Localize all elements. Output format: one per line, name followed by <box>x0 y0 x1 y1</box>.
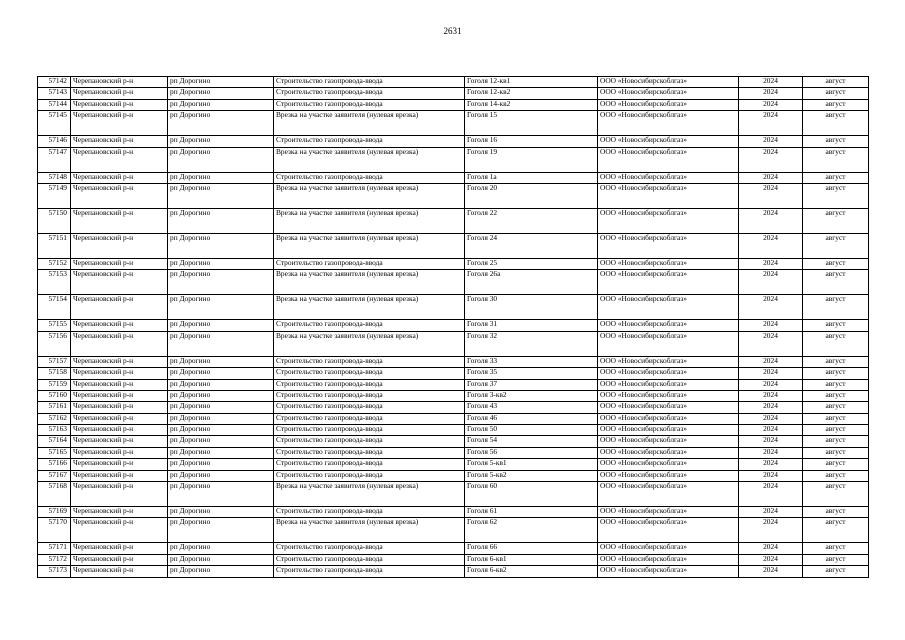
district-cell: Черепановский р-н <box>71 258 168 269</box>
row-id-cell: 57149 <box>38 183 71 208</box>
locality-cell: рп Дорогино <box>168 208 274 233</box>
row-id-cell: 57156 <box>38 331 71 356</box>
table-row <box>38 183 869 208</box>
work-type-cell: Строительство газопровода-ввода <box>274 507 465 518</box>
month-cell: август <box>803 270 869 295</box>
table-row <box>38 425 869 436</box>
district-cell: Черепановский р-н <box>71 507 168 518</box>
locality-cell: рп Дорогино <box>168 425 274 436</box>
year-cell: 2024 <box>739 413 803 424</box>
year-cell: 2024 <box>739 459 803 470</box>
month-cell: август <box>803 258 869 269</box>
row-id-cell: 57148 <box>38 172 71 183</box>
address-cell: Гоголя 66 <box>465 543 598 554</box>
organization-cell: ООО «Новосибирскоблгаз» <box>598 470 739 481</box>
row-id-cell: 57155 <box>38 320 71 331</box>
table-row <box>38 368 869 379</box>
district-cell: Черепановский р-н <box>71 425 168 436</box>
district-cell: Черепановский р-н <box>71 320 168 331</box>
district-cell: Черепановский р-н <box>71 436 168 447</box>
address-cell: Гоголя 61 <box>465 507 598 518</box>
row-id-cell: 57164 <box>38 436 71 447</box>
table-body <box>38 77 869 578</box>
month-cell: август <box>803 99 869 110</box>
month-cell: август <box>803 470 869 481</box>
district-cell: Черепановский р-н <box>71 295 168 320</box>
year-cell: 2024 <box>739 136 803 147</box>
table-row <box>38 402 869 413</box>
address-cell: Гоголя 5-кв1 <box>465 459 598 470</box>
month-cell: август <box>803 459 869 470</box>
row-id-cell: 57168 <box>38 482 71 507</box>
table-row <box>38 147 869 172</box>
organization-cell: ООО «Новосибирскоблгаз» <box>598 390 739 401</box>
district-cell: Черепановский р-н <box>71 413 168 424</box>
month-cell: август <box>803 295 869 320</box>
row-id-cell: 57150 <box>38 208 71 233</box>
table-row <box>38 566 869 577</box>
district-cell: Черепановский р-н <box>71 368 168 379</box>
month-cell: август <box>803 554 869 565</box>
locality-cell: рп Дорогино <box>168 111 274 136</box>
row-id-cell: 57145 <box>38 111 71 136</box>
locality-cell: рп Дорогино <box>168 436 274 447</box>
table-row <box>38 233 869 258</box>
month-cell: август <box>803 425 869 436</box>
year-cell: 2024 <box>739 436 803 447</box>
organization-cell: ООО «Новосибирскоблгаз» <box>598 368 739 379</box>
month-cell: август <box>803 111 869 136</box>
row-id-cell: 57151 <box>38 233 71 258</box>
work-type-cell: Строительство газопровода-ввода <box>274 172 465 183</box>
work-type-cell: Строительство газопровода-ввода <box>274 320 465 331</box>
table-row <box>38 507 869 518</box>
work-type-cell: Строительство газопровода-ввода <box>274 413 465 424</box>
work-type-cell: Строительство газопровода-ввода <box>274 436 465 447</box>
address-cell: Гоголя 24 <box>465 233 598 258</box>
organization-cell: ООО «Новосибирскоблгаз» <box>598 99 739 110</box>
work-type-cell: Врезка на участке заявителя (нулевая врезка) <box>274 183 465 208</box>
work-type-cell: Врезка на участке заявителя (нулевая врезка) <box>274 482 465 507</box>
district-cell: Черепановский р-н <box>71 147 168 172</box>
locality-cell: рп Дорогино <box>168 356 274 367</box>
address-cell: Гоголя 22 <box>465 208 598 233</box>
locality-cell: рп Дорогино <box>168 147 274 172</box>
district-cell: Черепановский р-н <box>71 554 168 565</box>
work-type-cell: Строительство газопровода-ввода <box>274 136 465 147</box>
work-type-cell: Строительство газопровода-ввода <box>274 543 465 554</box>
organization-cell: ООО «Новосибирскоблгаз» <box>598 111 739 136</box>
row-id-cell: 57163 <box>38 425 71 436</box>
locality-cell: рп Дорогино <box>168 413 274 424</box>
locality-cell: рп Дорогино <box>168 543 274 554</box>
address-cell: Гоголя 43 <box>465 402 598 413</box>
month-cell: август <box>803 233 869 258</box>
address-cell: Гоголя 15 <box>465 111 598 136</box>
row-id-cell: 57170 <box>38 518 71 543</box>
row-id-cell: 57154 <box>38 295 71 320</box>
organization-cell: ООО «Новосибирскоблгаз» <box>598 356 739 367</box>
year-cell: 2024 <box>739 543 803 554</box>
year-cell: 2024 <box>739 233 803 258</box>
table-row <box>38 459 869 470</box>
locality-cell: рп Дорогино <box>168 482 274 507</box>
table-row <box>38 518 869 543</box>
district-cell: Черепановский р-н <box>71 136 168 147</box>
year-cell: 2024 <box>739 77 803 88</box>
organization-cell: ООО «Новосибирскоблгаз» <box>598 402 739 413</box>
work-type-cell: Строительство газопровода-ввода <box>274 88 465 99</box>
year-cell: 2024 <box>739 320 803 331</box>
address-cell: Гоголя 31 <box>465 320 598 331</box>
month-cell: август <box>803 447 869 458</box>
work-type-cell: Строительство газопровода-ввода <box>274 425 465 436</box>
month-cell: август <box>803 379 869 390</box>
work-type-cell: Врезка на участке заявителя (нулевая врезка) <box>274 295 465 320</box>
year-cell: 2024 <box>739 172 803 183</box>
locality-cell: рп Дорогино <box>168 368 274 379</box>
row-id-cell: 57173 <box>38 566 71 577</box>
address-cell: Гоголя 12-кв1 <box>465 77 598 88</box>
row-id-cell: 57157 <box>38 356 71 367</box>
work-type-cell: Врезка на участке заявителя (нулевая врезка) <box>274 208 465 233</box>
year-cell: 2024 <box>739 554 803 565</box>
row-id-cell: 57162 <box>38 413 71 424</box>
work-type-cell: Строительство газопровода-ввода <box>274 77 465 88</box>
month-cell: август <box>803 356 869 367</box>
table-row <box>38 379 869 390</box>
district-cell: Черепановский р-н <box>71 208 168 233</box>
table-row <box>38 136 869 147</box>
district-cell: Черепановский р-н <box>71 518 168 543</box>
year-cell: 2024 <box>739 88 803 99</box>
work-type-cell: Строительство газопровода-ввода <box>274 368 465 379</box>
row-id-cell: 57166 <box>38 459 71 470</box>
address-cell: Гоголя 16 <box>465 136 598 147</box>
month-cell: август <box>803 331 869 356</box>
month-cell: август <box>803 518 869 543</box>
year-cell: 2024 <box>739 356 803 367</box>
organization-cell: ООО «Новосибирскоблгаз» <box>598 518 739 543</box>
row-id-cell: 57161 <box>38 402 71 413</box>
address-cell: Гоголя 1а <box>465 172 598 183</box>
locality-cell: рп Дорогино <box>168 507 274 518</box>
month-cell: август <box>803 436 869 447</box>
table-row <box>38 258 869 269</box>
month-cell: август <box>803 183 869 208</box>
work-type-cell: Строительство газопровода-ввода <box>274 470 465 481</box>
organization-cell: ООО «Новосибирскоблгаз» <box>598 447 739 458</box>
address-cell: Гоголя 37 <box>465 379 598 390</box>
month-cell: август <box>803 172 869 183</box>
year-cell: 2024 <box>739 270 803 295</box>
row-id-cell: 57146 <box>38 136 71 147</box>
year-cell: 2024 <box>739 518 803 543</box>
table-row <box>38 270 869 295</box>
locality-cell: рп Дорогино <box>168 77 274 88</box>
table-row <box>38 413 869 424</box>
address-cell: Гоголя 50 <box>465 425 598 436</box>
year-cell: 2024 <box>739 447 803 458</box>
table-row <box>38 99 869 110</box>
locality-cell: рп Дорогино <box>168 136 274 147</box>
year-cell: 2024 <box>739 482 803 507</box>
work-type-cell: Строительство газопровода-ввода <box>274 390 465 401</box>
district-cell: Черепановский р-н <box>71 88 168 99</box>
table-row <box>38 111 869 136</box>
month-cell: август <box>803 566 869 577</box>
organization-cell: ООО «Новосибирскоблгаз» <box>598 459 739 470</box>
work-type-cell: Врезка на участке заявителя (нулевая врезка) <box>274 111 465 136</box>
row-id-cell: 57153 <box>38 270 71 295</box>
year-cell: 2024 <box>739 183 803 208</box>
month-cell: август <box>803 320 869 331</box>
row-id-cell: 57147 <box>38 147 71 172</box>
address-cell: Гоголя 56 <box>465 447 598 458</box>
district-cell: Черепановский р-н <box>71 402 168 413</box>
address-cell: Гоголя 33 <box>465 356 598 367</box>
table-row <box>38 172 869 183</box>
address-cell: Гоголя 5-кв2 <box>465 470 598 481</box>
organization-cell: ООО «Новосибирскоблгаз» <box>598 172 739 183</box>
address-cell: Гоголя 25 <box>465 258 598 269</box>
locality-cell: рп Дорогино <box>168 390 274 401</box>
work-type-cell: Врезка на участке заявителя (нулевая врезка) <box>274 147 465 172</box>
work-type-cell: Врезка на участке заявителя (нулевая врезка) <box>274 270 465 295</box>
locality-cell: рп Дорогино <box>168 99 274 110</box>
locality-cell: рп Дорогино <box>168 447 274 458</box>
locality-cell: рп Дорогино <box>168 320 274 331</box>
locality-cell: рп Дорогино <box>168 566 274 577</box>
district-cell: Черепановский р-н <box>71 543 168 554</box>
work-type-cell: Строительство газопровода-ввода <box>274 379 465 390</box>
address-cell: Гоголя 30 <box>465 295 598 320</box>
month-cell: август <box>803 147 869 172</box>
work-type-cell: Врезка на участке заявителя (нулевая врезка) <box>274 331 465 356</box>
table-row <box>38 331 869 356</box>
year-cell: 2024 <box>739 402 803 413</box>
organization-cell: ООО «Новосибирскоблгаз» <box>598 295 739 320</box>
year-cell: 2024 <box>739 208 803 233</box>
organization-cell: ООО «Новосибирскоблгаз» <box>598 554 739 565</box>
work-type-cell: Строительство газопровода-ввода <box>274 447 465 458</box>
work-type-cell: Строительство газопровода-ввода <box>274 258 465 269</box>
district-cell: Черепановский р-н <box>71 183 168 208</box>
organization-cell: ООО «Новосибирскоблгаз» <box>598 183 739 208</box>
month-cell: август <box>803 88 869 99</box>
district-cell: Черепановский р-н <box>71 77 168 88</box>
month-cell: август <box>803 390 869 401</box>
organization-cell: ООО «Новосибирскоблгаз» <box>598 77 739 88</box>
table-row <box>38 77 869 88</box>
locality-cell: рп Дорогино <box>168 183 274 208</box>
table-row <box>38 543 869 554</box>
row-id-cell: 57169 <box>38 507 71 518</box>
organization-cell: ООО «Новосибирскоблгаз» <box>598 258 739 269</box>
locality-cell: рп Дорогино <box>168 233 274 258</box>
month-cell: август <box>803 368 869 379</box>
work-type-cell: Строительство газопровода-ввода <box>274 402 465 413</box>
table-row <box>38 208 869 233</box>
month-cell: август <box>803 482 869 507</box>
organization-cell: ООО «Новосибирскоблгаз» <box>598 507 739 518</box>
year-cell: 2024 <box>739 147 803 172</box>
district-cell: Черепановский р-н <box>71 233 168 258</box>
district-cell: Черепановский р-н <box>71 331 168 356</box>
district-cell: Черепановский р-н <box>71 172 168 183</box>
row-id-cell: 57143 <box>38 88 71 99</box>
table-row <box>38 470 869 481</box>
address-cell: Гоголя 3-кв2 <box>465 390 598 401</box>
year-cell: 2024 <box>739 99 803 110</box>
locality-cell: рп Дорогино <box>168 379 274 390</box>
organization-cell: ООО «Новосибирскоблгаз» <box>598 208 739 233</box>
locality-cell: рп Дорогино <box>168 470 274 481</box>
table-row <box>38 320 869 331</box>
locality-cell: рп Дорогино <box>168 172 274 183</box>
year-cell: 2024 <box>739 368 803 379</box>
row-id-cell: 57160 <box>38 390 71 401</box>
work-type-cell: Строительство газопровода-ввода <box>274 356 465 367</box>
table-row <box>38 447 869 458</box>
organization-cell: ООО «Новосибирскоблгаз» <box>598 543 739 554</box>
address-cell: Гоголя 46 <box>465 413 598 424</box>
organization-cell: ООО «Новосибирскоблгаз» <box>598 331 739 356</box>
address-cell: Гоголя 19 <box>465 147 598 172</box>
district-cell: Черепановский р-н <box>71 99 168 110</box>
work-type-cell: Строительство газопровода-ввода <box>274 566 465 577</box>
organization-cell: ООО «Новосибирскоблгаз» <box>598 482 739 507</box>
year-cell: 2024 <box>739 295 803 320</box>
month-cell: август <box>803 413 869 424</box>
district-cell: Черепановский р-н <box>71 459 168 470</box>
work-type-cell: Строительство газопровода-ввода <box>274 554 465 565</box>
year-cell: 2024 <box>739 379 803 390</box>
work-type-cell: Врезка на участке заявителя (нулевая врезка) <box>274 518 465 543</box>
district-cell: Черепановский р-н <box>71 566 168 577</box>
month-cell: август <box>803 77 869 88</box>
table-row <box>38 295 869 320</box>
year-cell: 2024 <box>739 470 803 481</box>
work-type-cell: Строительство газопровода-ввода <box>274 459 465 470</box>
locality-cell: рп Дорогино <box>168 331 274 356</box>
row-id-cell: 57165 <box>38 447 71 458</box>
page-number: 2631 <box>443 26 462 36</box>
address-cell: Гоголя 6-кв1 <box>465 554 598 565</box>
gasification-table <box>37 76 869 578</box>
locality-cell: рп Дорогино <box>168 402 274 413</box>
table-row <box>38 390 869 401</box>
district-cell: Черепановский р-н <box>71 356 168 367</box>
locality-cell: рп Дорогино <box>168 270 274 295</box>
address-cell: Гоголя 26а <box>465 270 598 295</box>
district-cell: Черепановский р-н <box>71 482 168 507</box>
year-cell: 2024 <box>739 507 803 518</box>
address-cell: Гоголя 32 <box>465 331 598 356</box>
month-cell: август <box>803 136 869 147</box>
row-id-cell: 57144 <box>38 99 71 110</box>
year-cell: 2024 <box>739 258 803 269</box>
locality-cell: рп Дорогино <box>168 459 274 470</box>
work-type-cell: Строительство газопровода-ввода <box>274 99 465 110</box>
district-cell: Черепановский р-н <box>71 379 168 390</box>
month-cell: август <box>803 208 869 233</box>
organization-cell: ООО «Новосибирскоблгаз» <box>598 147 739 172</box>
work-type-cell: Врезка на участке заявителя (нулевая врезка) <box>274 233 465 258</box>
district-cell: Черепановский р-н <box>71 390 168 401</box>
locality-cell: рп Дорогино <box>168 88 274 99</box>
row-id-cell: 57158 <box>38 368 71 379</box>
row-id-cell: 57142 <box>38 77 71 88</box>
organization-cell: ООО «Новосибирскоблгаз» <box>598 436 739 447</box>
table-row <box>38 356 869 367</box>
month-cell: август <box>803 507 869 518</box>
address-cell: Гоголя 6-кв2 <box>465 566 598 577</box>
month-cell: август <box>803 402 869 413</box>
organization-cell: ООО «Новосибирскоблгаз» <box>598 270 739 295</box>
table-row <box>38 482 869 507</box>
organization-cell: ООО «Новосибирскоблгаз» <box>598 320 739 331</box>
organization-cell: ООО «Новосибирскоблгаз» <box>598 425 739 436</box>
organization-cell: ООО «Новосибирскоблгаз» <box>598 413 739 424</box>
district-cell: Черепановский р-н <box>71 470 168 481</box>
row-id-cell: 57172 <box>38 554 71 565</box>
locality-cell: рп Дорогино <box>168 554 274 565</box>
organization-cell: ООО «Новосибирскоблгаз» <box>598 136 739 147</box>
year-cell: 2024 <box>739 390 803 401</box>
address-cell: Гоголя 60 <box>465 482 598 507</box>
month-cell: август <box>803 543 869 554</box>
table-row <box>38 554 869 565</box>
year-cell: 2024 <box>739 425 803 436</box>
table-row <box>38 436 869 447</box>
address-cell: Гоголя 14-кв2 <box>465 99 598 110</box>
row-id-cell: 57171 <box>38 543 71 554</box>
row-id-cell: 57167 <box>38 470 71 481</box>
address-cell: Гоголя 20 <box>465 183 598 208</box>
row-id-cell: 57152 <box>38 258 71 269</box>
organization-cell: ООО «Новосибирскоблгаз» <box>598 88 739 99</box>
address-cell: Гоголя 62 <box>465 518 598 543</box>
locality-cell: рп Дорогино <box>168 258 274 269</box>
address-cell: Гоголя 54 <box>465 436 598 447</box>
year-cell: 2024 <box>739 566 803 577</box>
organization-cell: ООО «Новосибирскоблгаз» <box>598 233 739 258</box>
address-cell: Гоголя 35 <box>465 368 598 379</box>
year-cell: 2024 <box>739 331 803 356</box>
row-id-cell: 57159 <box>38 379 71 390</box>
locality-cell: рп Дорогино <box>168 295 274 320</box>
district-cell: Черепановский р-н <box>71 111 168 136</box>
locality-cell: рп Дорогино <box>168 518 274 543</box>
address-cell: Гоголя 12-кв2 <box>465 88 598 99</box>
district-cell: Черепановский р-н <box>71 447 168 458</box>
district-cell: Черепановский р-н <box>71 270 168 295</box>
organization-cell: ООО «Новосибирскоблгаз» <box>598 379 739 390</box>
table-row <box>38 88 869 99</box>
organization-cell: ООО «Новосибирскоблгаз» <box>598 566 739 577</box>
year-cell: 2024 <box>739 111 803 136</box>
